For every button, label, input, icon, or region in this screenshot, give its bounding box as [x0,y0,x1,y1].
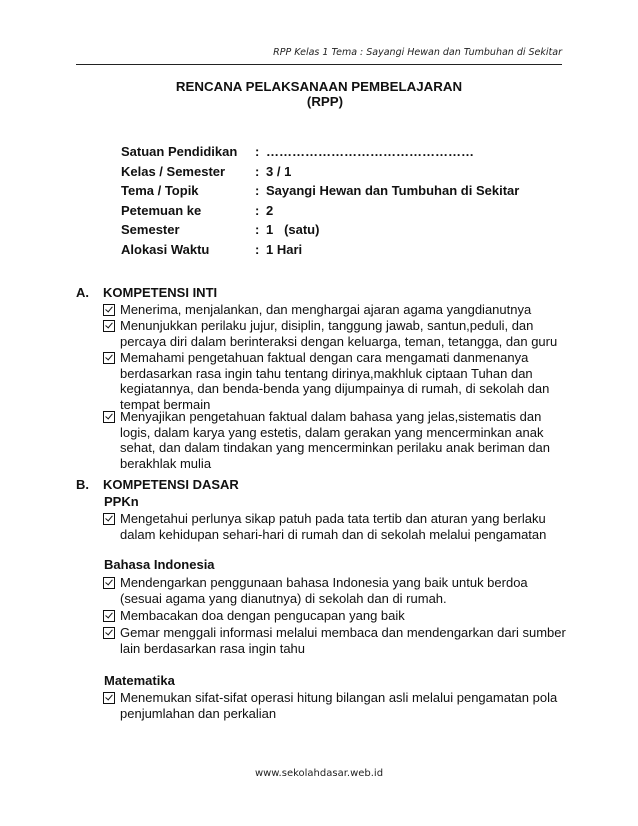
document-title: RENCANA PELAKSANAAN PEMBELAJARAN [175,79,463,94]
info-row-kelas-semester [121,162,519,182]
section-title: KOMPETENSI INTI [103,285,218,300]
info-colon: : [255,183,260,198]
competency-text: Menerima, menjalankan, dan menghargai ajaran agama yangdianutnya [120,302,532,317]
checkbox-checked-icon [103,577,115,589]
competency-item [103,690,573,721]
competency-item [103,625,573,656]
subject-matematika: Matematika [104,673,175,688]
checkbox-checked-icon [103,411,115,423]
competency-item [103,511,573,542]
subject-bahasa-indonesia: Bahasa Indonesia [104,557,215,572]
info-label: Alokasi Waktu [121,241,210,257]
running-header: RPP Kelas 1 Tema : Sayangi Hewan dan Tumbuhan di Sekitar [76,44,562,65]
info-value: 1 (satu) [266,222,320,237]
competency-item [103,302,573,318]
competency-item [103,318,573,349]
checkbox-checked-icon [103,610,115,622]
info-row-satuan-pendidikan [121,142,519,162]
competency-item [103,608,573,624]
info-value: ………………………………………… [266,144,474,159]
checkbox-checked-icon [103,513,115,525]
info-colon: : [255,241,260,257]
info-row-tema-topik [121,181,519,201]
section-title: KOMPETENSI DASAR [103,477,239,492]
competency-text: Mendengarkan penggunaan bahasa Indonesia yang baik untuk berdoa (sesuai agama yang dianutnya) di sekolah dan di rumah. [120,575,528,606]
info-row-semester [121,220,519,240]
info-row-petemuan [121,201,519,221]
info-label: Semester [121,222,180,237]
info-colon: : [255,222,260,237]
competency-item [103,409,573,471]
info-label: Satuan Pendidikan [121,144,238,159]
section-letter: A. [76,285,89,300]
info-colon: : [255,202,260,218]
competency-text: Menunjukkan perilaku jujur, disiplin, tanggung jawab, santun,peduli, dan percaya diri dalam berinteraksi dengan keluarga, teman, tetangga, dan guru [120,318,558,349]
competency-text: Menemukan sifat-sifat operasi hitung bilangan asli melalui pengamatan pola penjumlahan dan perkalian [120,690,558,721]
competency-text: Membacakan doa dengan pengucapan yang baik [120,608,405,623]
info-value: Sayangi Hewan dan Tumbuhan di Sekitar [266,183,520,198]
competency-text: Memahami pengetahuan faktual dengan cara mengamati danmenanya berdasarkan rasa ingin tahu tentang dirinya,makhluk ciptaan Tuhan dan kegiatannya, dan benda-benda yang dijumpainya di rumah, di sekolah dan tempat bermain [120,350,550,412]
info-value: 2 [266,202,274,218]
info-colon: : [255,163,260,179]
info-row-alokasi-waktu [121,240,519,260]
checkbox-checked-icon [103,352,115,364]
checkbox-checked-icon [103,304,115,316]
info-colon: : [255,144,260,159]
info-label: Tema / Topik [121,183,199,198]
document-subtitle: (RPP) [306,94,344,109]
competency-text: Gemar menggali informasi melalui membaca dan mendengarkan dari sumber lain berdasarkan rasa ingin tahu [120,625,566,656]
section-b-heading [76,477,239,493]
checkbox-checked-icon [103,320,115,332]
info-label: Petemuan ke [121,202,202,218]
subject-ppkn: PPKn [104,494,139,509]
competency-text: Menyajikan pengetahuan faktual dalam bahasa yang jelas,sistematis dan logis, dalam karya yang estetis, dalam gerakan yang mencerminkan anak sehat, dan dalam tindakan yang mencerminkan perilaku anak beriman dan berakhlak mulia [120,409,550,471]
info-label: Kelas / Semester [121,163,226,179]
section-a-heading [76,285,217,301]
checkbox-checked-icon [103,692,115,704]
footer-website: www.sekolahdasar.web.id [254,768,384,779]
checkbox-checked-icon [103,627,115,639]
competency-item [103,350,573,412]
competency-text: Mengetahui perlunya sikap patuh pada tata tertib dan aturan yang berlaku dalam kehidupan sehari-hari di rumah dan di sekolah melalui pengamatan [120,511,547,542]
section-letter: B. [76,477,89,492]
competency-item [103,575,573,606]
info-value: 3 / 1 [266,163,292,179]
info-value: 1 Hari [266,241,303,257]
identity-table [121,142,519,259]
